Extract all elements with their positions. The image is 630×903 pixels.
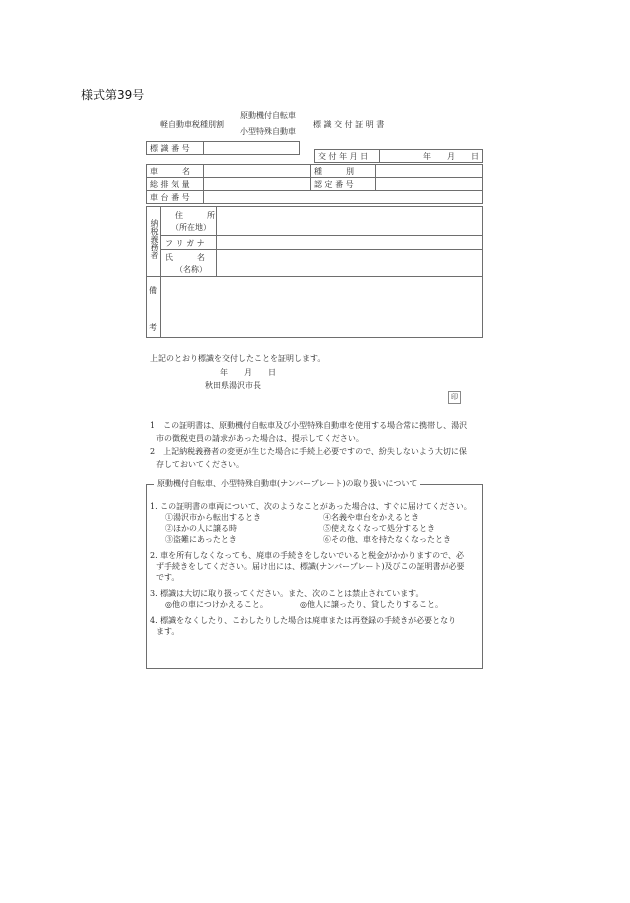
issuer-name: 秋田県湯沢市長 bbox=[205, 381, 261, 390]
notice-item-1a: ①湯沢市から転出するとき bbox=[165, 513, 261, 522]
remarks-label-top: 備 bbox=[149, 286, 157, 295]
notice-item-3a: ◎他の車につけかえること。 bbox=[165, 600, 268, 609]
address-sub-label: （所在地） bbox=[171, 223, 211, 232]
cert-number-value bbox=[376, 178, 483, 191]
type-value bbox=[376, 165, 483, 178]
notice-item-2-line3: です。 bbox=[156, 573, 180, 582]
notice-title: 原動機付自転車、小型特殊自動車(ナンバープレート)の取り扱いについて bbox=[154, 478, 420, 489]
chassis-number-value bbox=[204, 191, 483, 204]
note-2-line2: 存しておいてください。 bbox=[156, 460, 244, 469]
note-1-line1: 1 この証明書は、原動機付自転車及び小型特殊自動車を使用する場合常に携帯し、湯沢 bbox=[150, 421, 468, 430]
notice-item-4-line2: ます。 bbox=[156, 627, 180, 636]
name-sub-label: （名称） bbox=[175, 265, 207, 274]
notice-item-3b: ◎他人に譲ったり、貸したりすること。 bbox=[300, 600, 443, 609]
vehicle-table bbox=[146, 164, 483, 204]
notice-item-1c: ②ほかの人に譲る時 bbox=[165, 524, 237, 533]
notice-item-1f: ⑥その他、車を持たなくなったとき bbox=[323, 535, 451, 544]
notice-item-2-line1: 2. 車を所有しなくなっても、廃車の手続きをしないでいると税金がかかりますので、必 bbox=[150, 551, 465, 560]
form-number: 様式第39号 bbox=[81, 88, 145, 102]
notice-item-4-line1: 4. 標識をなくしたり、こわしたりした場合は廃車または再登録の手続きが必要となり bbox=[150, 616, 457, 625]
note-2-line1: 2 上記納税義務者の変更が生じた場合に手続上必要ですので、紛失しないよう大切に保 bbox=[150, 447, 467, 456]
chassis-number-label: 車 台 番 号 bbox=[147, 191, 204, 204]
notice-item-3-line1: 3. 標識は大切に取り扱ってください。また、次のことは禁止されています。 bbox=[150, 589, 424, 598]
notice-item-1b: ④名義や車台をかえるとき bbox=[323, 513, 419, 522]
tax-type-label: 軽自動車税種別割 bbox=[160, 120, 224, 129]
plate-number-table bbox=[146, 141, 300, 155]
issue-date-value: 年 月 日 bbox=[380, 150, 483, 163]
header-moped: 原動機付自転車 bbox=[240, 111, 296, 120]
cert-number-label: 認 定 番 号 bbox=[311, 178, 376, 191]
certification-date: 年 月 日 bbox=[220, 368, 276, 377]
notice-item-1: 1. この証明書の車両について、次のようなことがあった場合は、すぐに届けてください。 bbox=[150, 502, 472, 511]
name-label: 氏 名 bbox=[165, 253, 205, 262]
certification-statement: 上記のとおり標識を交付したことを証明します。 bbox=[150, 354, 326, 363]
remarks-label-bottom: 考 bbox=[149, 323, 157, 332]
plate-number-value bbox=[204, 142, 300, 155]
note-1-line2: 市の徴税吏員の請求があった場合は、提示してください。 bbox=[156, 434, 364, 443]
notice-item-1d: ⑤使えなくなって処分するとき bbox=[323, 524, 435, 533]
vehicle-name-value bbox=[204, 165, 311, 178]
vehicle-name-label: 車 名 bbox=[147, 165, 204, 178]
address-label: 住 所 bbox=[175, 211, 215, 220]
document-title: 標 識 交 付 証 明 書 bbox=[313, 120, 385, 129]
displacement-label: 総 排 気 量 bbox=[147, 178, 204, 191]
taxpayer-label: 納税義務者 bbox=[150, 219, 159, 259]
issue-date-label: 交 付 年 月 日 bbox=[315, 150, 380, 163]
type-label: 種 別 bbox=[311, 165, 376, 178]
notice-item-1e: ③盗難にあったとき bbox=[165, 535, 237, 544]
seal-mark: 印 bbox=[448, 391, 461, 404]
furigana-label: フ リ ガ ナ bbox=[165, 239, 205, 248]
notice-item-2-line2: ず手続きをしてください。届け出には、標識(ナンバープレート)及びこの証明書が必要 bbox=[156, 562, 465, 571]
issue-date-table bbox=[314, 149, 483, 163]
plate-number-label: 標 識 番 号 bbox=[147, 142, 204, 155]
displacement-value bbox=[204, 178, 311, 191]
header-small-special: 小型特殊自動車 bbox=[240, 127, 296, 136]
taxpayer-block bbox=[146, 206, 483, 338]
